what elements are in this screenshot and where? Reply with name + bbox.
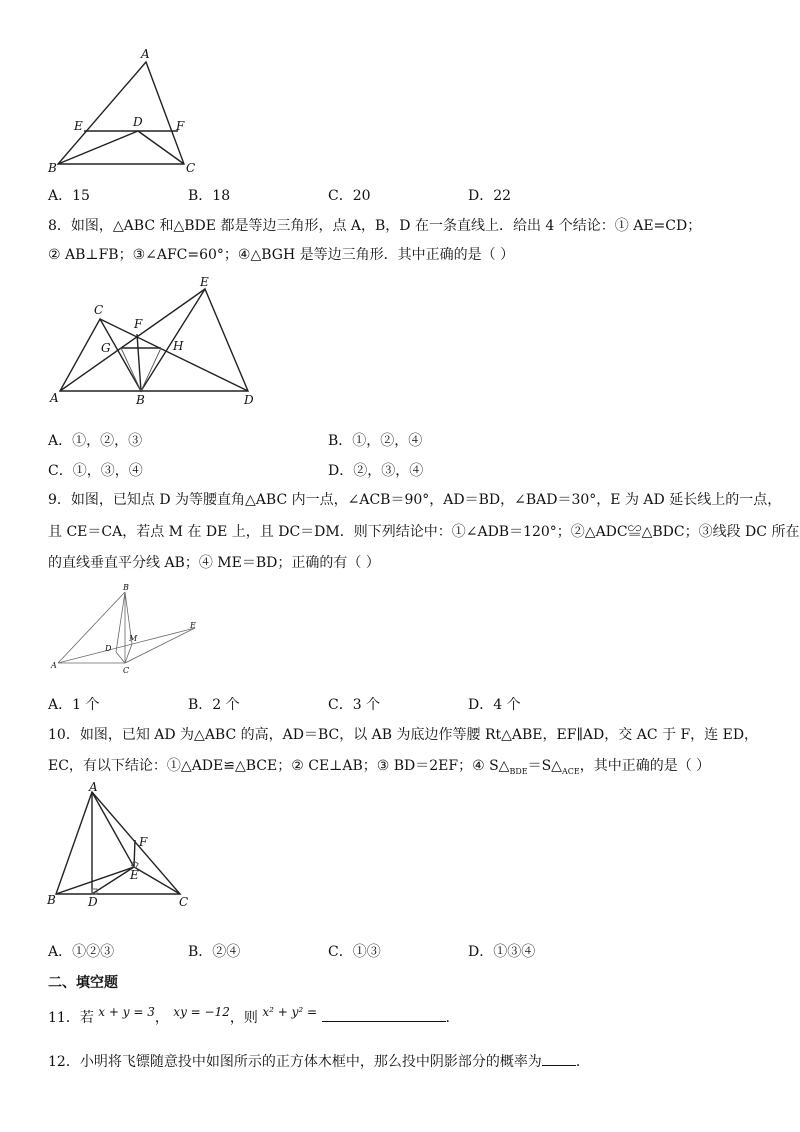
q8-label-H: H xyxy=(173,339,184,353)
q7-option-c: C．20 xyxy=(328,188,371,204)
q10-label-D: D xyxy=(88,895,98,909)
q11-answer-blank[interactable] xyxy=(322,1021,446,1022)
q7-option-b: B．18 xyxy=(188,188,231,204)
q10-option-a: A．①②③ xyxy=(48,944,115,960)
q12-answer-blank[interactable] xyxy=(542,1065,576,1066)
q10-option-b: B．②④ xyxy=(188,944,241,960)
q10-label-F: F xyxy=(139,835,148,849)
q9-text-line1: 9．如图，已知点 D 为等腰直角△ABC 内一点，∠ACB＝90°，AD＝BD，∠BAD＝30°，E 为 AD 延长线上的一点， xyxy=(48,492,782,508)
q9-option-b: B．2 个 xyxy=(188,697,240,713)
q7-label-F: F xyxy=(176,119,185,133)
q7-label-D: D xyxy=(133,115,143,129)
q7-label-B: B xyxy=(48,161,57,175)
q10-option-d: D．①③④ xyxy=(468,944,536,960)
q8-label-E: E xyxy=(200,275,209,289)
q8-label-A: A xyxy=(50,391,59,405)
q10-option-c: C．①③ xyxy=(328,944,381,960)
q10-figure xyxy=(40,782,200,912)
q12-text: 12．小明将飞镖随意投中如图所示的正方体木框中，那么投中阴影部分的概率为 ． xyxy=(48,1054,590,1070)
q10-label-E: E xyxy=(130,868,139,882)
q11-expr-sum-of-squares: x² + y² = xyxy=(262,1005,318,1019)
q8-label-G: G xyxy=(101,341,111,355)
q9-option-d: D．4 个 xyxy=(468,697,521,713)
q8-option-c: C．①，③，④ xyxy=(48,463,143,479)
q9-text-line2: 且 CE＝CA，若点 M 在 DE 上，且 DC＝DM．则下列结论中：①∠ADB＝120°；②△ADC≌△BDC；③线段 DC 所在 xyxy=(48,524,800,540)
q10-label-C: C xyxy=(179,895,189,909)
q7-option-d: D．22 xyxy=(468,188,512,204)
q9-label-M: M xyxy=(129,634,138,643)
q8-option-b: B．①，②，④ xyxy=(328,433,423,449)
q9-label-C: C xyxy=(123,666,130,675)
q8-option-d: D．②，③，④ xyxy=(328,463,424,479)
q9-option-c: C．3 个 xyxy=(328,697,381,713)
q8-text-line2: ② AB⊥FB；③∠AFC=60°；④△BGH 是等边三角形．其中正确的是（ ） xyxy=(48,247,515,263)
q8-label-F: F xyxy=(134,317,143,331)
q7-option-a: A．15 xyxy=(48,188,90,204)
q10-text-line1: 10．如图，已知 AD 为△ABC 的高，AD＝BC，以 AB 为底边作等腰 Rt△ABE，EF∥AD，交 AC 于 F，连 ED， xyxy=(48,727,759,743)
q10-text-line2: EC，有以下结论：①△ADE≌△BCE；② CE⊥AB；③ BD＝2EF；④ $S\triangle_{BDE}=S\triangle_{ACE}$，其中正确的是（ ） xyxy=(48,758,711,776)
q8-option-a: A．①，②，③ xyxy=(48,433,143,449)
q11-expr-sum: x + y = 3 xyxy=(98,1005,155,1019)
q9-figure xyxy=(40,580,220,680)
q9-label-E: E xyxy=(190,621,196,630)
q9-text-line3: 的直线垂直平分线 AB；④ ME＝BD；正确的有（ ） xyxy=(48,555,380,571)
q8-label-B: B xyxy=(136,393,145,407)
section-title-fill-in: 二、填空题 xyxy=(48,975,118,991)
q8-text-line1: 8．如图，△ABC 和△BDE 都是等边三角形，点 A，B，D 在一条直线上．给出 4 个结论：① AE=CD； xyxy=(48,218,702,234)
q10-label-A: A xyxy=(89,780,98,794)
q7-label-A: A xyxy=(141,47,150,61)
q7-figure xyxy=(40,40,210,180)
q7-label-E: E xyxy=(74,119,83,133)
q7-label-C: C xyxy=(186,161,196,175)
q10-label-B: B xyxy=(47,893,56,907)
q9-label-B: B xyxy=(123,583,129,592)
q9-label-A: A xyxy=(51,661,57,670)
q9-label-D: D xyxy=(105,644,112,653)
q8-label-D: D xyxy=(244,393,254,407)
q9-option-a: A．1 个 xyxy=(48,697,100,713)
q8-figure xyxy=(40,272,280,412)
q11-expr-product: xy = −12 xyxy=(173,1005,230,1019)
q11-text: 11．若 x + y = 3， xy = −12，则 x² + y² = . xyxy=(48,1005,450,1026)
q8-label-C: C xyxy=(94,303,104,317)
